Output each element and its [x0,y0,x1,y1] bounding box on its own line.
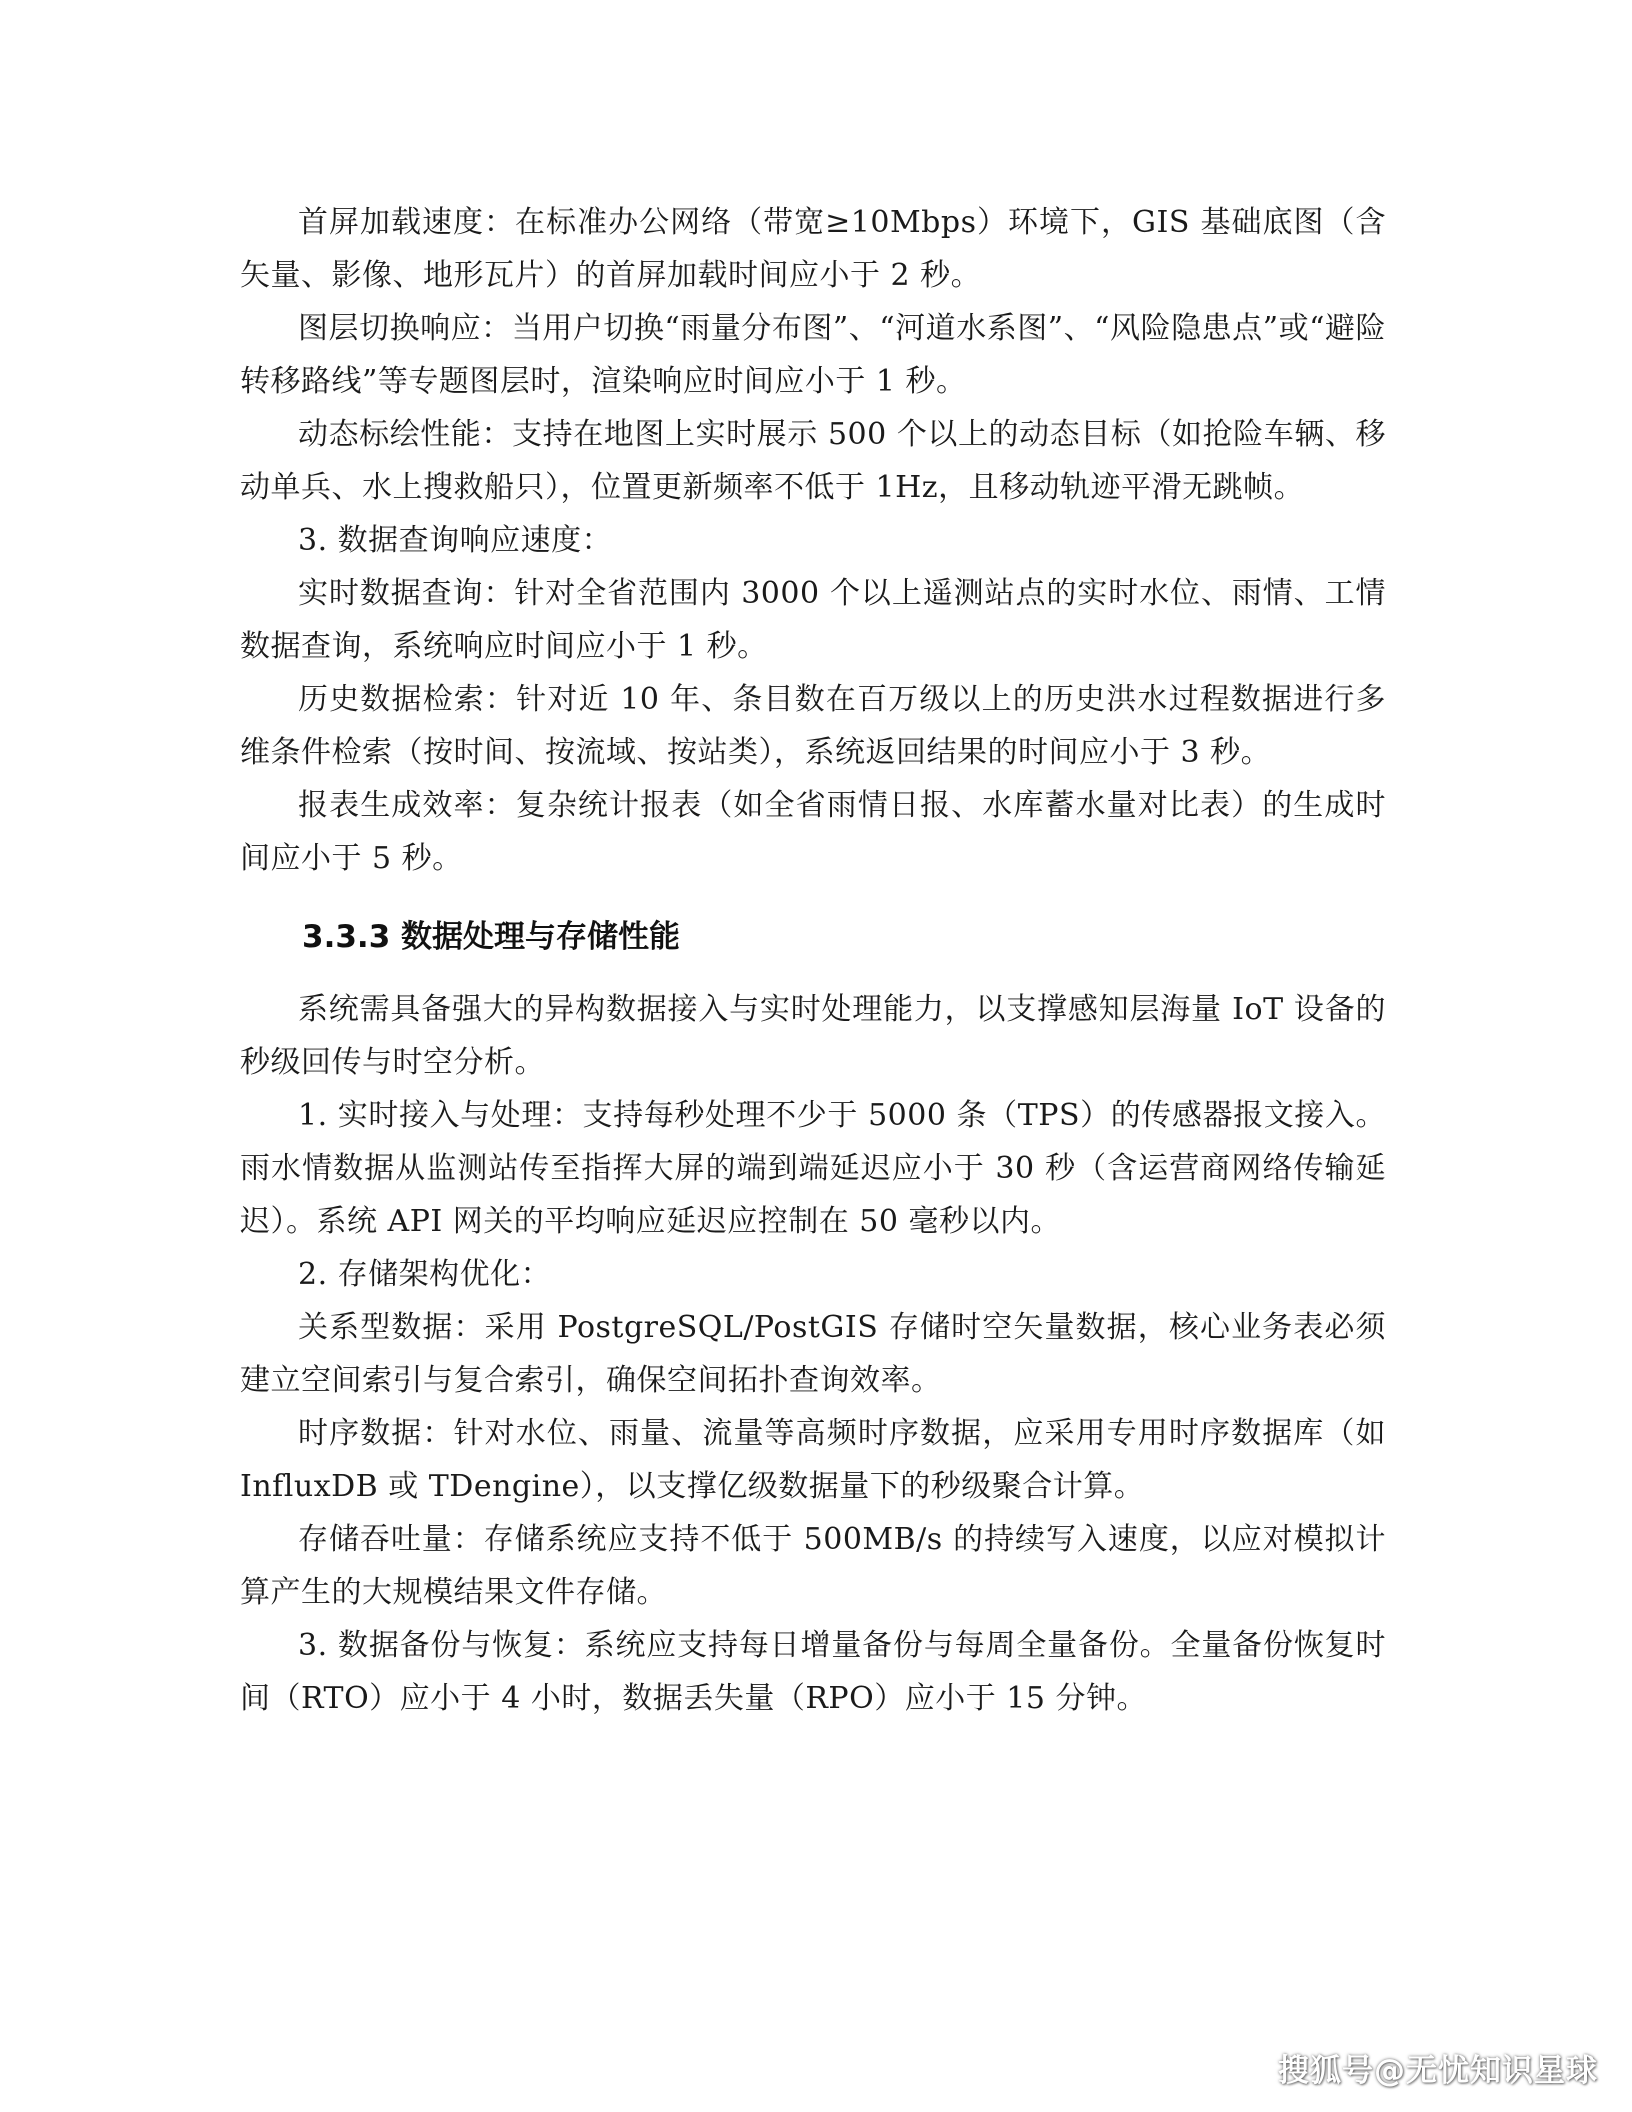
paragraph-query-speed-title: 3. 数据查询响应速度： [298,523,613,558]
paragraph-dynamic-plotting: 动态标绘性能：支持在地图上实时展示 500 个以上的动态目标（如抢险车辆、移动单兵、水上搜救船只），位置更新频率不低于 1Hz，且移动轨迹平滑无跳帧。 [240,417,1386,505]
paragraph-section-intro: 系统需具备强大的异构数据接入与实时处理能力，以支撑感知层海量 IoT 设备的秒级回传与时空分析。 [240,992,1386,1080]
section-heading: 3.3.3 数据处理与存储性能 [302,919,681,955]
paragraph-report-generation: 报表生成效率：复杂统计报表（如全省雨情日报、水库蓄水量对比表）的生成时间应小于 5 秒。 [240,788,1386,876]
paragraph-storage-throughput: 存储吞吐量：存储系统应支持不低于 500MB/s 的持续写入速度，以应对模拟计算产生的大规模结果文件存储。 [240,1522,1386,1610]
paragraph-storage-title: 2. 存储架构优化： [298,1257,552,1292]
paragraph-layer-switch: 图层切换响应：当用户切换“雨量分布图”、“河道水系图”、“风险隐患点”或“避险转移路线”等专题图层时，渲染响应时间应小于 1 秒。 [240,311,1386,399]
paragraph-backup-recovery: 3. 数据备份与恢复：系统应支持每日增量备份与每周全量备份。全量备份恢复时间（RTO）应小于 4 小时，数据丢失量（RPO）应小于 15 分钟。 [240,1628,1386,1716]
watermark: 搜狐号@无忧知识星球 [1278,2053,1598,2089]
paragraph-first-screen-load: 首屏加载速度：在标准办公网络（带宽≥10Mbps）环境下，GIS 基础底图（含矢量、影像、地形瓦片）的首屏加载时间应小于 2 秒。 [240,205,1386,293]
document-body [240,196,1386,1725]
paragraph-timeseries-data: 时序数据：针对水位、雨量、流量等高频时序数据，应采用专用时序数据库（如 InfluxDB 或 TDengine），以支撑亿级数据量下的秒级聚合计算。 [240,1416,1386,1504]
paragraph-realtime-query: 实时数据查询：针对全省范围内 3000 个以上遥测站点的实时水位、雨情、工情数据查询，系统响应时间应小于 1 秒。 [240,576,1386,664]
paragraph-realtime-ingest: 1. 实时接入与处理：支持每秒处理不少于 5000 条（TPS）的传感器报文接入。雨水情数据从监测站传至指挥大屏的端到端延迟应小于 30 秒（含运营商网络传输延迟）。系统 API 网关的平均响应延迟应控制在 50 毫秒以内。 [240,1098,1386,1239]
paragraph-history-search: 历史数据检索：针对近 10 年、条目数在百万级以上的历史洪水过程数据进行多维条件检索（按时间、按流域、按站类），系统返回结果的时间应小于 3 秒。 [240,682,1386,770]
paragraph-relational-data: 关系型数据：采用 PostgreSQL/PostGIS 存储时空矢量数据，核心业务表必须建立空间索引与复合索引，确保空间拓扑查询效率。 [240,1310,1386,1398]
